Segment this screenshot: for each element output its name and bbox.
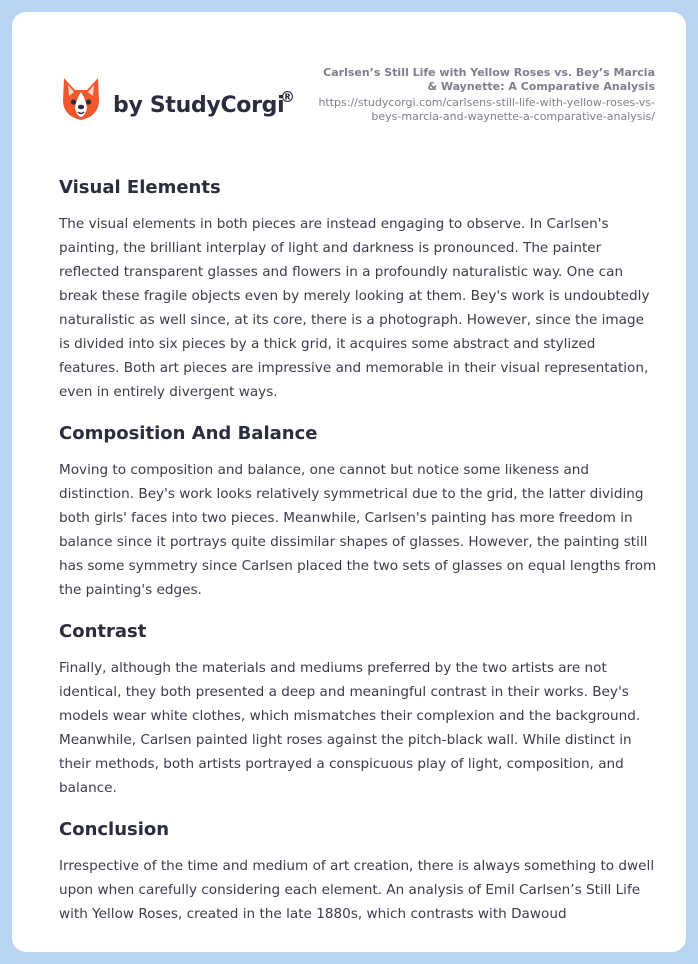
essay-body — [59, 176, 659, 944]
section-heading-contrast: Contrast — [59, 621, 147, 642]
section-paragraph-conclusion: Irrespective of the time and medium of art creation, there is always something to dwell upon when carefully considering each element. An analysis of Emil Carlsen’s Still Life with Yellow Roses, created in the late 1880s, which contrasts with Dawoud — [59, 858, 655, 922]
brand-name: by StudyCorgi — [113, 93, 285, 118]
section-heading-conclusion: Conclusion — [59, 819, 170, 840]
section-heading-visual-elements: Visual Elements — [59, 177, 221, 198]
source-url[interactable]: https://studycorgi.com/carlsens-still-life-with-yellow-roses-vs-beys-marcia-and-waynette-a-comparative-analysis/ — [318, 96, 655, 123]
source-reference — [315, 66, 655, 124]
section-heading-composition: Composition And Balance — [59, 423, 318, 444]
section-paragraph-contrast: Finally, although the materials and mediums preferred by the two artists are not identical, they both presented a deep and meaningful contrast in their works. Bey's models wear white clothes, which mismatches their complexion and the background. Meanwhile, Carlsen painted light roses against the pitch-black wall. While distinct in their methods, both artists portrayed a conspicuous play of light, composition, and balance. — [59, 660, 641, 796]
source-title: Carlsen’s Still Life with Yellow Roses vs. Bey’s Marcia & Waynette: A Comparative Analysis — [323, 66, 655, 93]
document-page — [12, 12, 686, 952]
section-paragraph-composition: Moving to composition and balance, one cannot but notice some likeness and distinction. Bey's work looks relatively symmetrical due to the grid, the latter dividing both girls' faces into two pieces. Meanwhile, Carlsen's painting has more freedom in balance since it portrays quite dissimilar shapes of glasses. However, the painting still has some symmetry since Carlsen placed the two sets of glasses on equal lengths from the painting's edges. — [59, 462, 657, 598]
section-paragraph-visual-elements: The visual elements in both pieces are instead engaging to observe. In Carlsen's painting, the brilliant interplay of light and darkness is pronounced. The painter reflected transparent glasses and flowers in a profoundly naturalistic way. One can break these fragile objects even by merely looking at them. Bey's work is undoubtedly naturalistic as well since, at its core, there is a photograph. However, since the image is divided into six pieces by a thick grid, it acquires some abstract and stylized features. Both art pieces are impressive and memorable in their visual representation, even in entirely divergent ways. — [59, 216, 650, 400]
registered-mark: ® — [280, 88, 295, 106]
corgi-icon — [61, 76, 101, 122]
